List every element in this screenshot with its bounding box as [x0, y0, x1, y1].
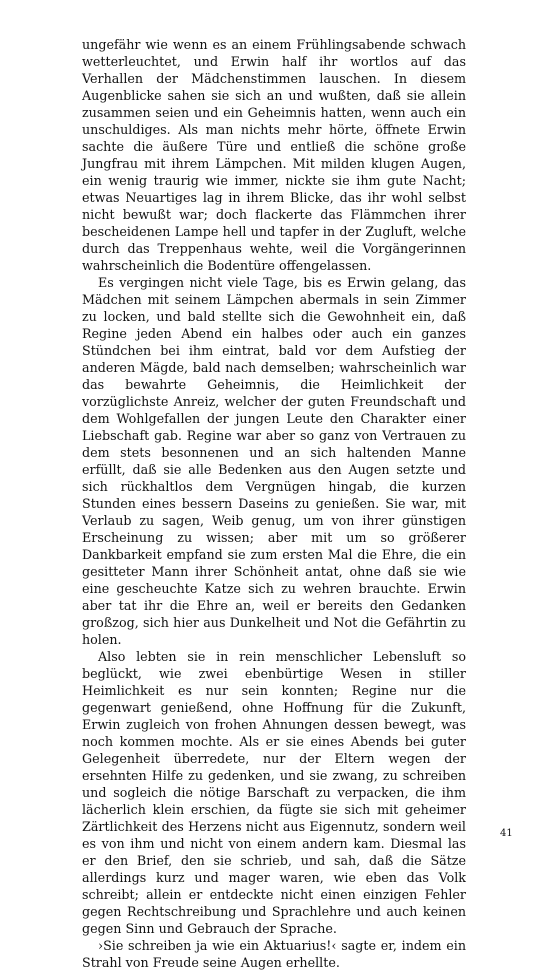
paragraph-4: ›Sie schreiben ja wie ein Aktuarius!‹ sagte er, indem ein Strahl von Freude seine Augen erhellte.: [82, 938, 466, 970]
page-number: 41: [500, 828, 513, 839]
page-text: [82, 36, 466, 971]
paragraph-2: Es vergingen nicht viele Tage, bis es Erwin gelang, das Mädchen mit seinem Lämpchen abermals in sein Zimmer zu locken, und bald stellte sich die Gewohnheit ein, daß Regine jeden Abend ein halbes oder auch ein ganzes Stündchen bei ihm eintrat, bald vor dem Aufstieg der anderen Mägde, bald nach demselben; wahrscheinlich war das bewahrte Geheimnis, die Heimlichkeit der vorzüglichste Anreiz, welcher der guten Freundschaft und dem Wohlgefallen der jungen Leute den Charakter einer Liebschaft gab. Regine war aber so ganz von Vertrauen zu dem stets besonnenen und an sich haltenden Manne erfüllt, daß sie alle Bedenken aus den Augen setzte und sich rückhaltlos dem Vergnügen hingab, die kurzen Stunden eines bessern Daseins zu genießen. Sie war, mit Verlaub zu sagen, Weib genug, um von ihrer günstigen Erscheinung zu wissen; aber mit um so größerer Dankbarkeit empfand sie zum ersten Mal die Ehre, die ein gesitteter Mann ihrer Schönheit antat, ohne daß sie wie eine gescheuchte Katze sich zu wehren brauchte. Erwin aber tat ihr die Ehre an, weil er bereits den Gedanken großzog, sich hier aus Dunkelheit und Not die Gefährtin zu holen.: [82, 275, 466, 647]
paragraph-1: ungefähr wie wenn es an einem Frühlingsabende schwach wetterleuchtet, und Erwin half ihr wortlos auf das Verhallen der Mädchenstimmen lauschen. In diesem Augenblicke sahen sie sich an und wußten, daß sie allein zusammen seien und ein Geheimnis hatten, wenn auch ein unschuldiges. Als man nichts mehr hörte, öffnete Erwin sachte die äußere Türe und entließ die schöne große Jungfrau mit ihrem Lämpchen. Mit milden klugen Augen, ein wenig traurig wie immer, nickte sie ihm gute Nacht; etwas Neuartiges lag in ihrem Blicke, das ihr wohl selbst nicht bewußt war; doch flackerte das Flämmchen ihrer bescheidenen Lampe hell und tapfer in der Zugluft, welche durch das Treppenhaus wehte, weil die Vorgängerinnen wahrscheinlich die Bodentüre offengelassen.: [82, 37, 466, 273]
paragraph-3: Also lebten sie in rein menschlicher Lebensluft so beglückt, wie zwei ebenbürtige Wesen in stiller Heimlichkeit es nur sein konnten; Regine nur die gegenwart genießend, ohne Hoffnung für die Zukunft, Erwin zugleich von frohen Ahnungen dessen bewegt, was noch kommen mochte. Als er sie eines Abends bei guter Gelegenheit überredete, nur der Eltern wegen der ersehnten Hilfe zu gedenken, und sie zwang, zu schreiben und sogleich die nötige Barschaft zu verpacken, die ihm lächerlich klein erschien, da fügte sie sich mit geheimer Zärtlichkeit des Herzens nicht aus Eigennutz, sondern weil es von ihm und nicht von einem andern kam. Diesmal las er den Brief, den sie schrieb, und sah, daß die Sätze allerdings kurz und mager waren, wie eben das Volk schreibt; allein er entdeckte nicht einen einzigen Fehler gegen Rechtschreibung und Sprachlehre und auch keinen gegen Sinn und Gebrauch der Sprache.: [82, 649, 466, 936]
